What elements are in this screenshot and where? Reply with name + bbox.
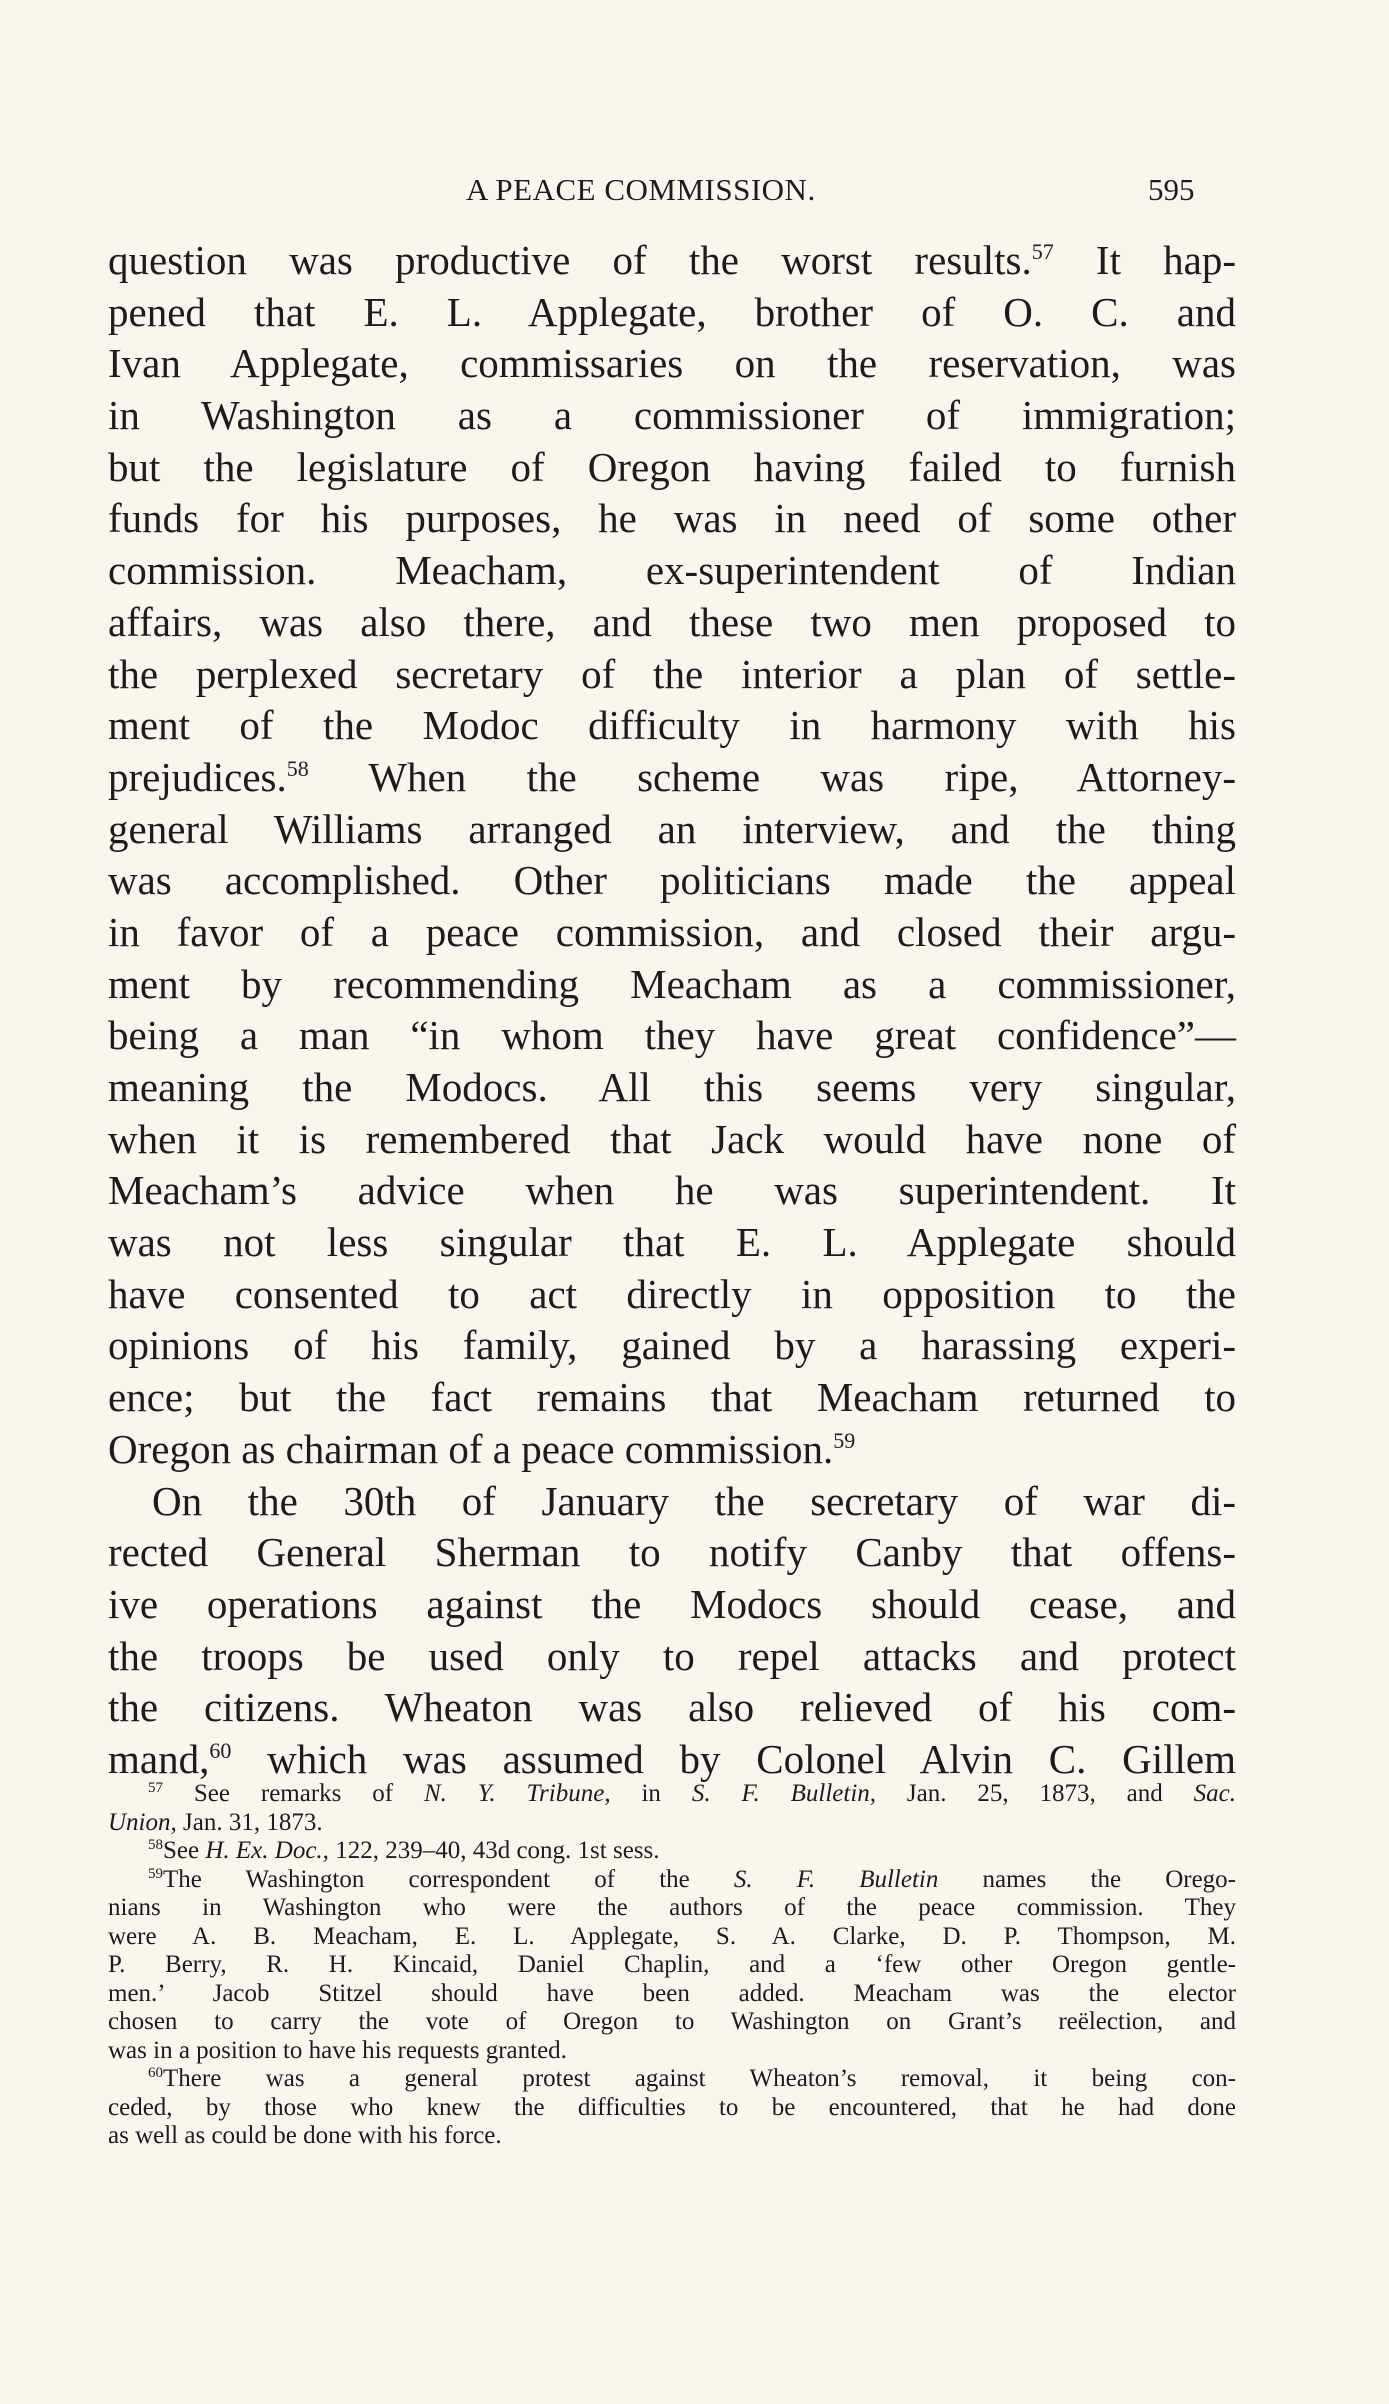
- page-number: 595: [1148, 172, 1195, 207]
- text-line: mand,$^{60}$ which was assumed by Colonel Alvin C. Gillem: [108, 1735, 1236, 1782]
- footnote-line: $^{58}$See H. Ex. Doc., 122, 239–40, 43d cong. 1st sess.: [148, 1837, 660, 1864]
- text-line: was accomplished. Other politicians made the appeal: [108, 857, 1236, 904]
- footnotes: [108, 1780, 1236, 2151]
- footnote-line: nians in Washington who were the authors of the peace commission. They: [108, 1894, 1236, 1921]
- text-line: Ivan Applegate, commissaries on the reservation, was: [108, 340, 1236, 387]
- footnote-line: was in a position to have his requests granted.: [108, 2036, 567, 2064]
- text-line: On the 30th of January the secretary of war di-: [152, 1477, 1236, 1524]
- footnote-line: ceded, by those who knew the difficulties to be encountered, that he had done: [108, 2093, 1236, 2121]
- text-line: Oregon as chairman of a peace commission.$^{59}$: [108, 1425, 856, 1472]
- text-line: ive operations against the Modocs should cease, and: [108, 1580, 1236, 1627]
- text-line: was not less singular that E. L. Applegate should: [108, 1219, 1236, 1266]
- main-text: [108, 235, 1236, 1786]
- text-line: ment of the Modoc difficulty in harmony with his: [108, 702, 1236, 749]
- footnote-number: 57: [148, 1780, 163, 1796]
- text-line: opinions of his family, gained by a harassing experi-: [108, 1322, 1236, 1369]
- text-line: ment by recommending Meacham as a commissioner,: [108, 960, 1236, 1007]
- text-line: meaning the Modocs. All this seems very singular,: [108, 1064, 1236, 1110]
- footnote-line: $^{60}$There was a general protest against Wheaton’s removal, it being con-: [148, 2065, 1236, 2092]
- footnote-line: as well as could be done with his force.: [108, 2122, 502, 2149]
- footnote-line: Union, Jan. 31, 1873.: [108, 1808, 323, 1836]
- running-head: [0, 168, 1389, 212]
- text-line: question was productive of the worst results.$^{57}$ It hap-: [108, 237, 1236, 283]
- footnote-number: 60: [148, 2065, 163, 2081]
- text-line: ence; but the fact remains that Meacham returned to: [108, 1374, 1236, 1421]
- text-line: pened that E. L. Applegate, brother of O. C. and: [108, 288, 1236, 335]
- footnote-marker[interactable]: 57: [1031, 239, 1054, 264]
- text-line: being a man “in whom they have great confidence”—: [108, 1012, 1236, 1059]
- text-line: prejudices.$^{58}$ When the scheme was ripe, Attorney-: [108, 753, 1236, 800]
- footnote-line: P. Berry, R. H. Kincaid, Daniel Chaplin, and a ‘few other Oregon gentle-: [108, 1951, 1236, 1978]
- text-line: Meacham’s advice when he was superintendent. It: [108, 1167, 1236, 1214]
- footnote-number: 58: [148, 1837, 163, 1853]
- text-line: affairs, was also there, and these two men proposed to: [108, 598, 1236, 645]
- text-line: general Williams arranged an interview, and the thing: [108, 805, 1236, 852]
- chapter-title: A PEACE COMMISSION.: [466, 172, 816, 207]
- footnote-number: 59: [148, 1865, 163, 1882]
- text-line: funds for his purposes, he was in need of some other: [108, 495, 1236, 542]
- text-line: in Washington as a commissioner of immigration;: [108, 392, 1236, 439]
- footnote-line: chosen to carry the vote of Oregon to Washington on Grant’s reëlection, and: [108, 2008, 1236, 2035]
- footnote-marker[interactable]: 60: [209, 1737, 232, 1763]
- text-line: the perplexed secretary of the interior a plan of settle-: [108, 650, 1236, 697]
- text-line: the troops be used only to repel attacks and protect: [108, 1632, 1236, 1679]
- text-line: have consented to act directly in opposition to the: [108, 1270, 1236, 1317]
- text-line: the citizens. Wheaton was also relieved of his com-: [108, 1684, 1236, 1731]
- text-line: commission. Meacham, ex-superintendent of Indian: [108, 547, 1236, 594]
- text-line: but the legislature of Oregon having failed to furnish: [108, 443, 1236, 490]
- footnote-line: $^{57}$ See remarks of N. Y. Tribune, in S. F. Bulletin, Jan. 25, 1873, and Sac.: [148, 1780, 1236, 1807]
- text-line: rected General Sherman to notify Canby that offens-: [108, 1529, 1236, 1576]
- footnote-line: were A. B. Meacham, E. L. Applegate, S. A. Clarke, D. P. Thompson, M.: [108, 1922, 1236, 1950]
- footnote-marker[interactable]: 58: [286, 755, 309, 781]
- text-line: in favor of a peace commission, and closed their argu-: [108, 908, 1236, 955]
- footnote-line: $^{59}$The Washington correspondent of the S. F. Bulletin names the Orego-: [148, 1865, 1236, 1893]
- text-line: when it is remembered that Jack would have none of: [108, 1115, 1236, 1162]
- footnote-line: men.’ Jacob Stitzel should have been added. Meacham was the elector: [108, 1979, 1236, 2007]
- footnote-marker[interactable]: 59: [833, 1427, 856, 1453]
